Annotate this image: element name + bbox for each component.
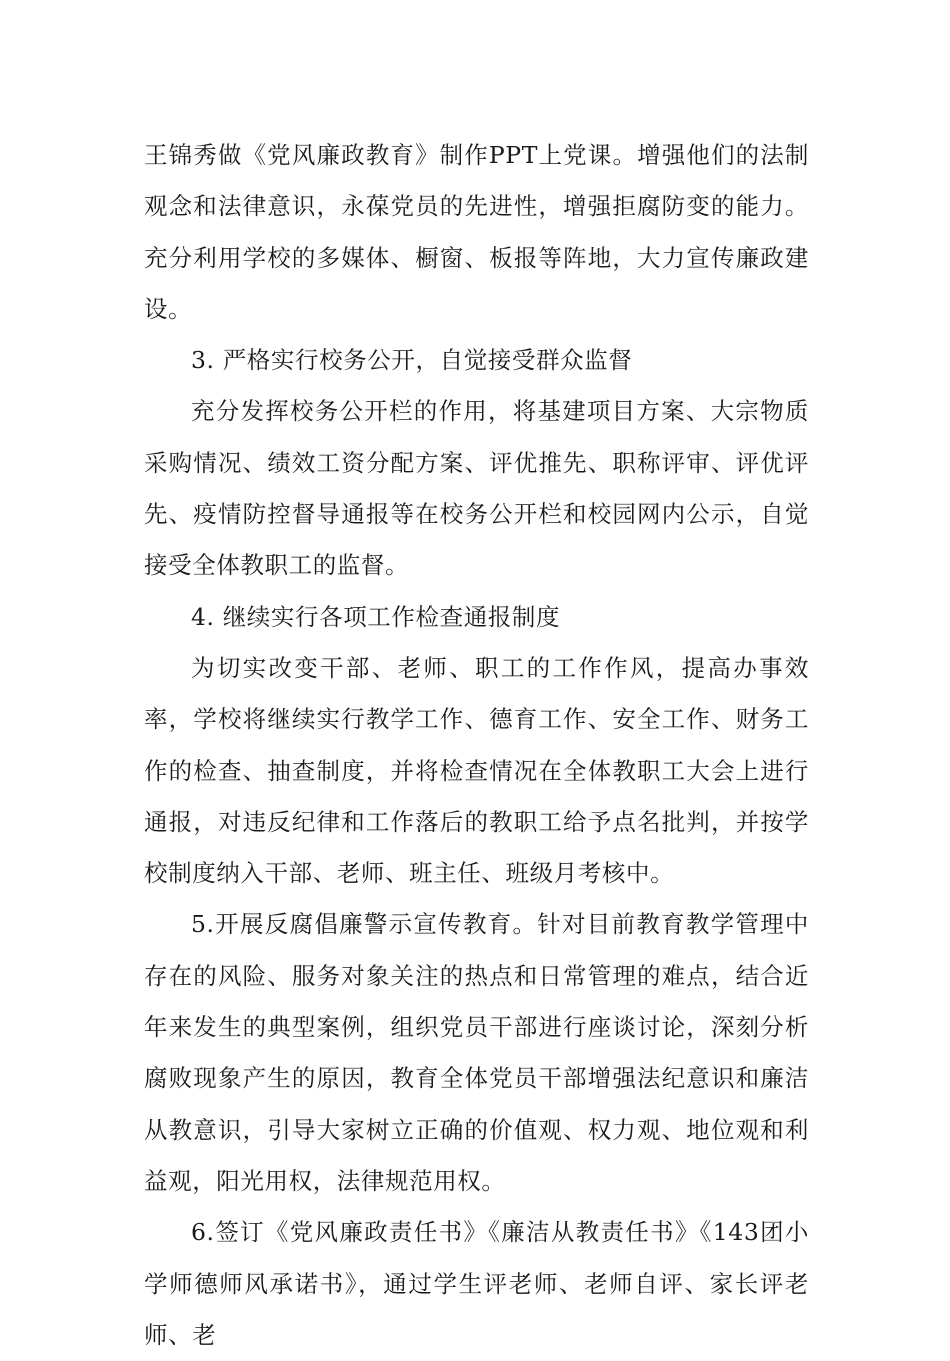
document-body [144,130,809,1361]
section-heading-4: 4. 继续实行各项工作检查通报制度 [191,602,561,631]
section-heading-3: 3. 严格实行校务公开，自觉接受群众监督 [191,346,633,375]
paragraph-continued: 王锦秀做《党风廉政教育》制作PPT上党课。增强他们的法制观念和法律意识，永葆党员的先进性，增强拒腐防变的能力。充分利用学校的多媒体、橱窗、板报等阵地，大力宣传廉政建设。 [144,141,809,323]
paragraph-campus-affairs: 充分发挥校务公开栏的作用，将基建项目方案、大宗物质采购情况、绩效工资分配方案、评优推先、职称评审、评优评先、疫情防控督导通报等在校务公开栏和校园网内公示，自觉接受全体教职工的监督。 [144,397,809,580]
paragraph-anti-corruption: 5.开展反腐倡廉警示宣传教育。针对目前教育教学管理中存在的风险、服务对象关注的热点和日常管理的难点，结合近年来发生的典型案例，组织党员干部进行座谈讨论，深刻分析腐败现象产生的原因，教育全体党员干部增强法纪意识和廉洁从教意识，引导大家树立正确的价值观、权力观、地位观和利益观，阳光用权，法律规范用权。 [144,910,809,1195]
paragraph-responsibility: 6.签订《党风廉政责任书》《廉洁从教责任书》《143团小学师德师风承诺书》，通过学生评老师、老师自评、家长评老师、老 [144,1218,809,1349]
paragraph-inspection: 为切实改变干部、老师、职工的工作作风，提高办事效率，学校将继续实行教学工作、德育工作、安全工作、财务工作的检查、抽查制度，并将检查情况在全体教职工大会上进行通报，对违反纪律和工作落后的教职工给予点名批判，并按学校制度纳入干部、老师、班主任、班级月考核中。 [144,653,809,888]
